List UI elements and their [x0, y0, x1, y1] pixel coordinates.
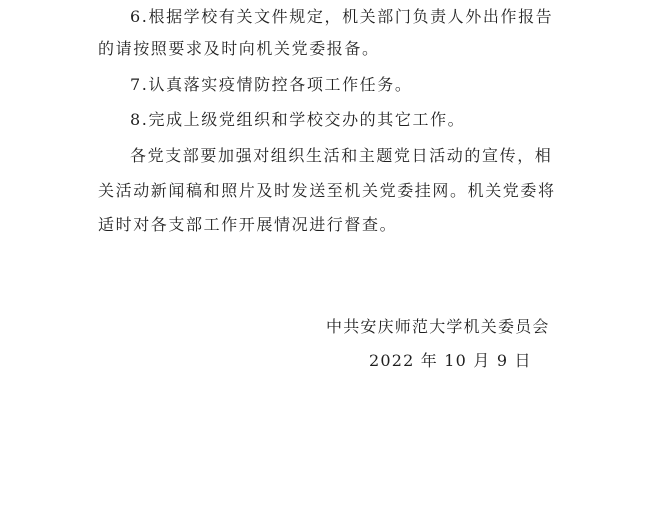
paragraph-line: 6.根据学校有关文件规定，机关部门负责人外出作报告	[130, 7, 554, 26]
paragraph-line: 7.认真落实疫情防控各项工作任务。	[130, 75, 413, 94]
paragraph-line: 适时对各支部工作开展情况进行督查。	[98, 215, 398, 234]
paragraph-line: 8.完成上级党组织和学校交办的其它工作。	[130, 110, 466, 129]
paragraph-line: 关活动新闻稿和照片及时发送至机关党委挂网。机关党委将	[98, 181, 556, 200]
signature-date: 2022 年 10 月 9 日	[369, 351, 532, 370]
paragraph-line: 的请按照要求及时向机关党委报备。	[98, 39, 380, 58]
signature-organization: 中共安庆师范大学机关委员会	[326, 317, 550, 336]
paragraph-line: 各党支部要加强对组织生活和主题党日活动的宣传，相	[130, 146, 553, 165]
